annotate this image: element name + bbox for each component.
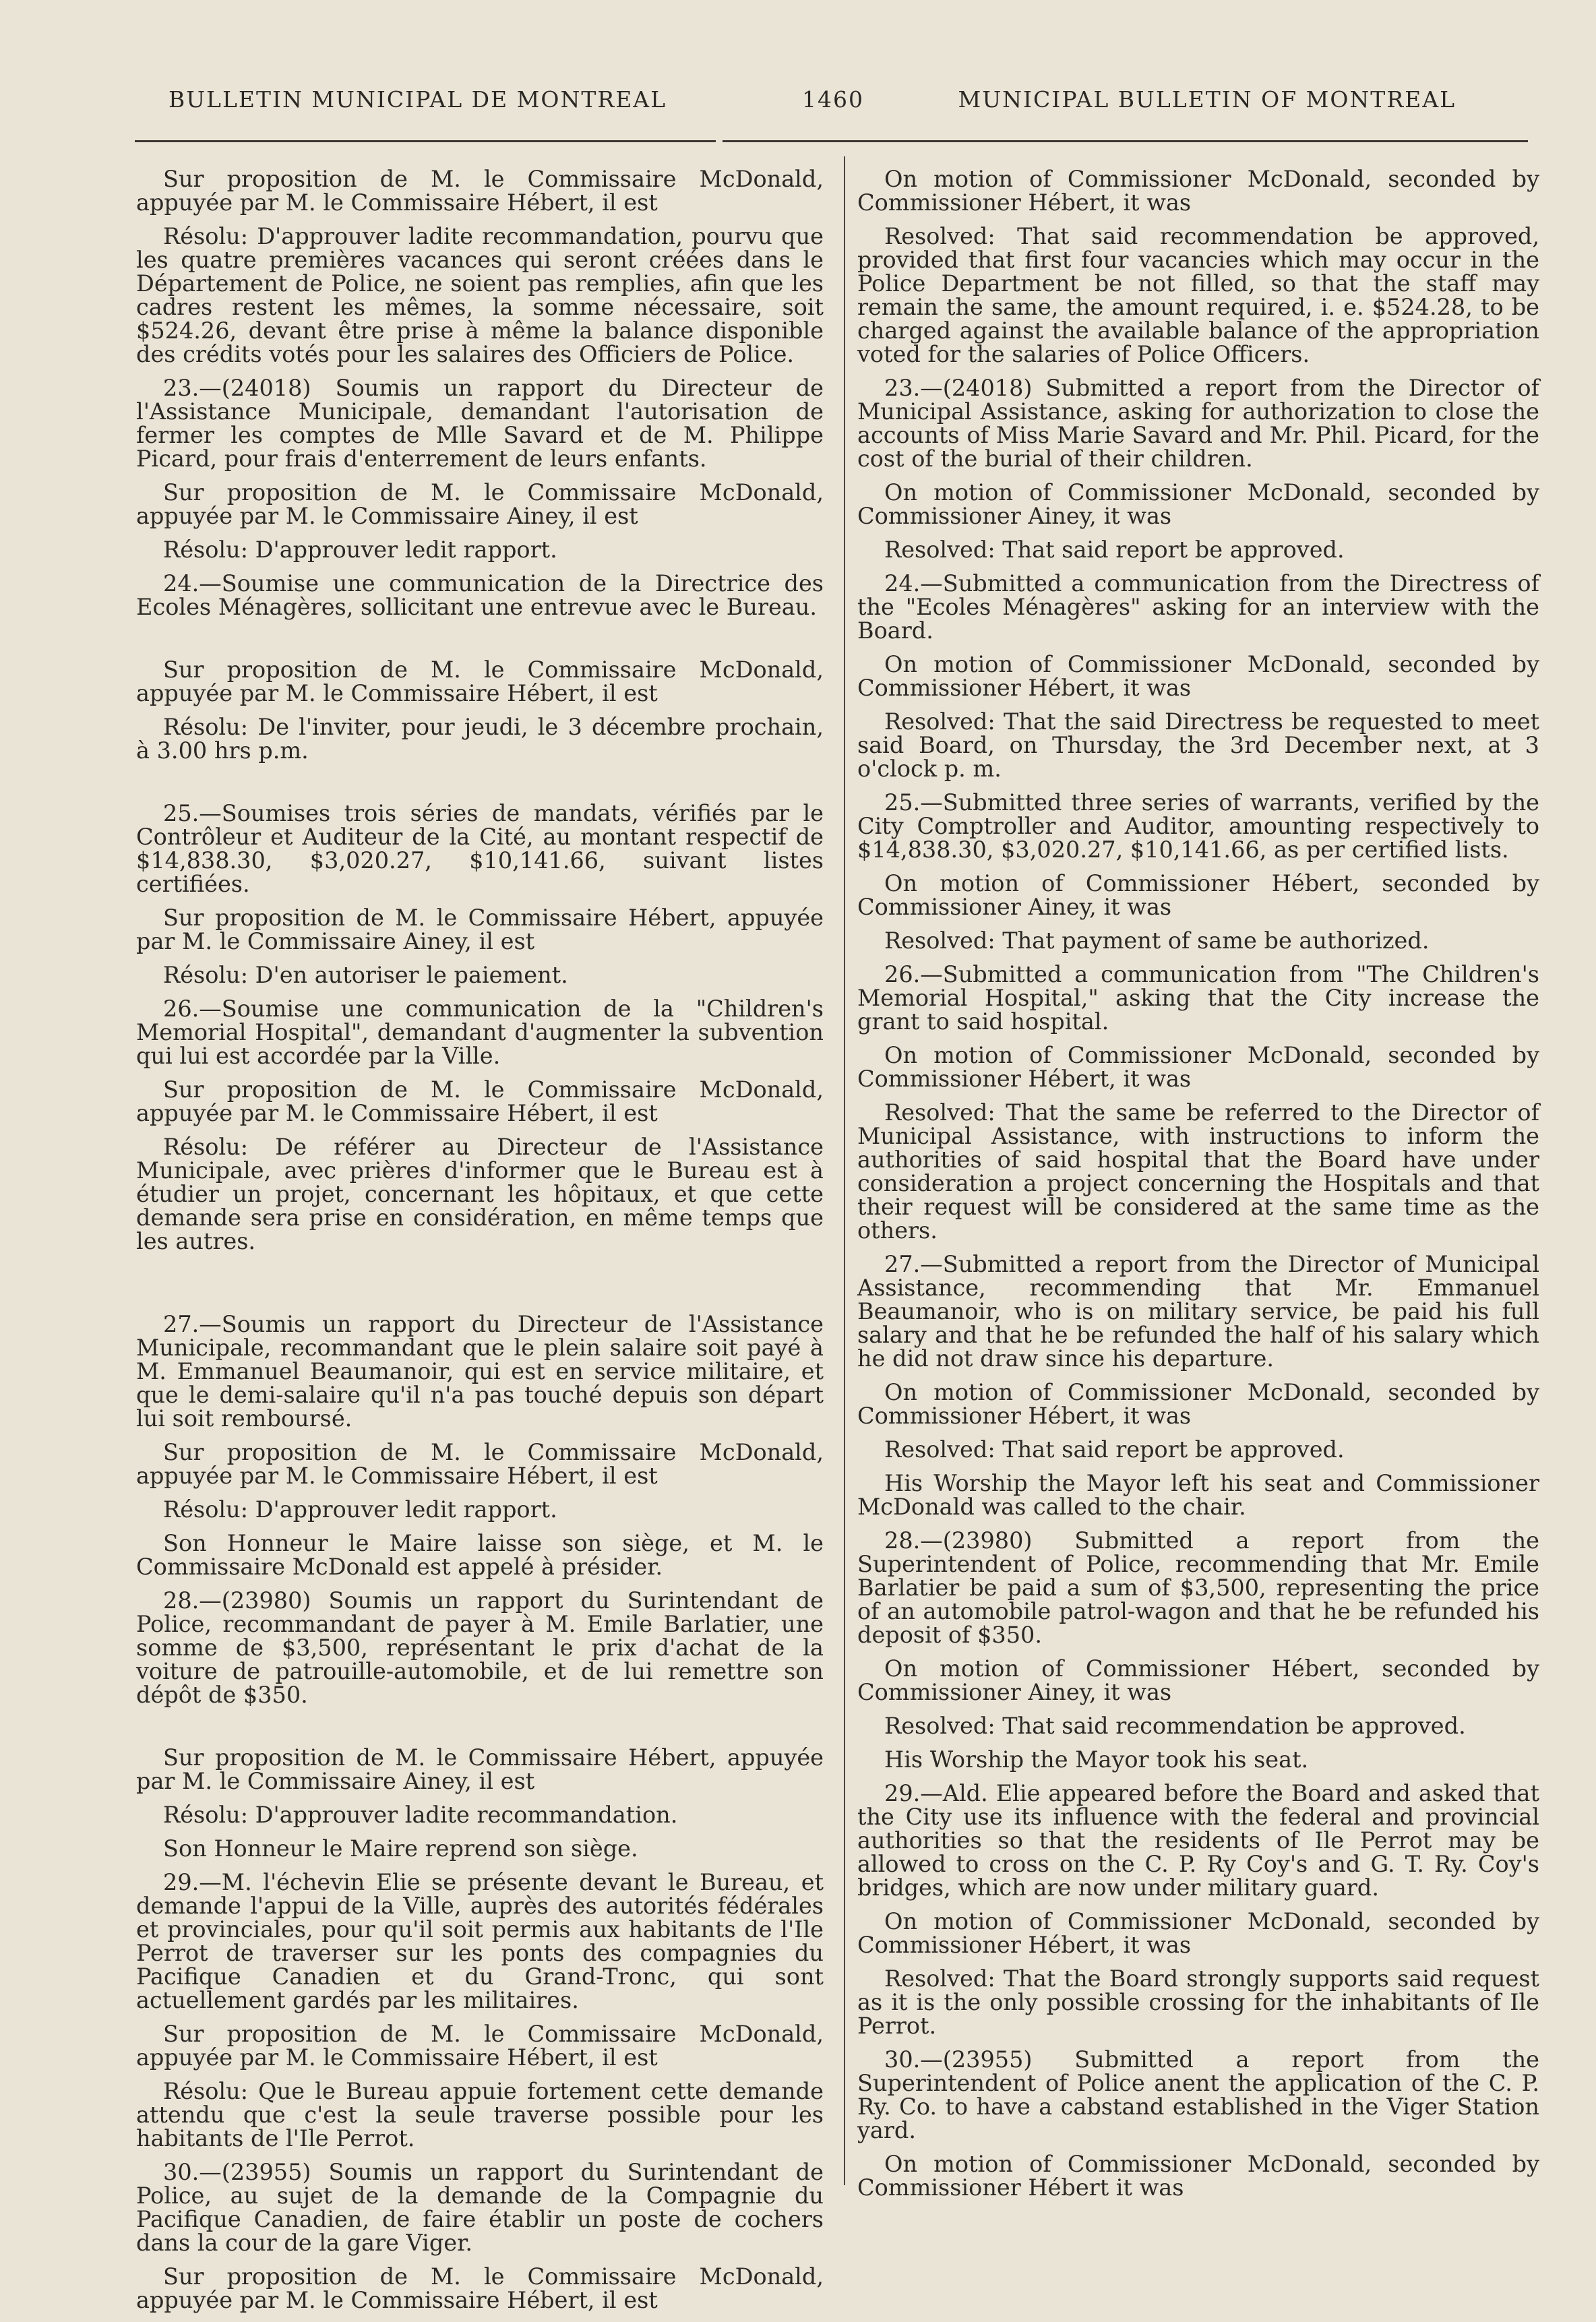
paragraph: Résolu: D'approuver ladite recommandation. [163, 1802, 678, 1828]
column-divider [844, 156, 845, 2185]
paragraph: 30.—(23955) Submitted a report from the Superintendent of Police anent the application of the C. P. Ry. Co. to have a cabstand established in the Viger Station yard. [857, 2046, 1539, 2143]
paragraph: Sur proposition de M. le Commissaire McDonald, appuyée par M. le Commissaire Hébert, il est [136, 166, 824, 216]
paragraph: 26.—Soumise une communication de la "Children's Memorial Hospital", demandant d'augmenter la subvention qui lui est accordée par la Ville. [136, 996, 824, 1069]
paragraph: Resolved: That said report be approved. [884, 537, 1345, 563]
paragraph: Resolved: That the said Directress be requested to meet said Board, on Thursday, the 3rd December next, at 3 o'clock p. m. [857, 708, 1539, 782]
header-right-title: MUNICIPAL BULLETIN OF MONTREAL [958, 86, 1456, 113]
paragraph: 30.—(23955) Soumis un rapport du Surintendant de Police, au sujet de la demande de la Compagnie du Pacifique Canadien, de faire établir un poste de cochers dans la cour de la gare Viger. [136, 2159, 824, 2256]
paragraph: 29.—Ald. Elie appeared before the Board and asked that the City use its influence with the federal and provincial authorities so that the residents of Ile Perrot may be allowed to cross on the C. P. Ry Coy's and G. T. Ry. Coy's bridges, which are now under military guard. [857, 1780, 1539, 1901]
paragraph: 29.—M. l'échevin Elie se présente devant le Bureau, et demande l'appui de la Ville, auprès des autorités fédérales et provinciales, pour qu'il soit permis aux habitants de l'Ile Perrot de traverser sur les ponts des compagnies du Pacifique Canadien et du Grand-Tronc, qui sont actuellement gardés par les militaires. [136, 1869, 824, 2013]
page-header [135, 86, 1456, 120]
paragraph: On motion of Commissioner McDonald, seconded by Commissioner Hébert, it was [857, 1042, 1539, 1092]
paragraph: On motion of Commissioner McDonald, seconded by Commissioner Hébert it was [857, 2151, 1539, 2201]
paragraph: Sur proposition de M. le Commissaire McDonald, appuyée par M. le Commissaire Hébert, il est [136, 1439, 824, 1489]
paragraph: His Worship the Mayor left his seat and Commissioner McDonald was called to the chair. [857, 1470, 1539, 1520]
paragraph: 23.—(24018) Soumis un rapport du Directeur de l'Assistance Municipale, demandant l'autorisation de fermer les comptes de Mlle Savard et de M. Philippe Picard, pour frais d'enterrement de leurs enfants. [136, 375, 824, 472]
paragraph: On motion of Commissioner McDonald, seconded by Commissioner Hébert, it was [857, 651, 1539, 701]
header-rule-right [723, 140, 1528, 142]
paragraph: 25.—Soumises trois séries de mandats, vérifiés par le Contrôleur et Auditeur de la Cité, au montant respectif de $14,838.30, $3,020.27, $10,141.66, suivant listes certifiées. [136, 800, 824, 897]
paragraph: Resolved: That said report be approved. [884, 1436, 1345, 1463]
paragraph: Resolved: That payment of same be authorized. [884, 927, 1430, 954]
paragraph: Résolu: D'approuver ledit rapport. [163, 1496, 557, 1523]
paragraph: On motion of Commissioner Hébert, seconded by Commissioner Ainey, it was [857, 870, 1539, 920]
paragraph: His Worship the Mayor took his seat. [884, 1746, 1309, 1773]
paragraph: Son Honneur le Maire reprend son siège. [163, 1835, 638, 1862]
page-number: 1460 [802, 86, 864, 113]
paragraph: 28.—(23980) Soumis un rapport du Surintendant de Police, recommandant de payer à M. Emile Barlatier, une somme de $3,500, représentant le prix d'achat de la voiture de patrouille-automobile, et de lui remettre son dépôt de $350. [136, 1587, 824, 1708]
paragraph: 26.—Submitted a communication from "The Children's Memorial Hospital," asking that the City increase the grant to said hospital. [857, 961, 1539, 1035]
paragraph: On motion of Commissioner McDonald, seconded by Commissioner Ainey, it was [857, 479, 1539, 529]
header-rule-left [135, 140, 716, 142]
paragraph: Résolu: D'approuver ledit rapport. [163, 537, 557, 563]
paragraph: 24.—Soumise une communication de la Directrice des Ecoles Ménagères, sollicitant une entrevue avec le Bureau. [136, 570, 824, 620]
paragraph: On motion of Commissioner McDonald, seconded by Commissioner Hébert, it was [857, 1908, 1539, 1958]
paragraph: Resolved: That said recommendation be approved, provided that first four vacancies which may occur in the Police Department be not filled, so that the staff may remain the same, the amount required, i. e. $524.28, to be charged against the available balance of the appropriation voted for the salaries of Police Officers. [857, 223, 1539, 367]
paragraph: Sur proposition de M. le Commissaire McDonald, appuyée par M. le Commissaire Hébert, il est [136, 1076, 824, 1126]
paragraph: Sur proposition de M. le Commissaire McDonald, appuyée par M. le Commissaire Hébert, il est [136, 2021, 824, 2071]
french-column [136, 167, 824, 2322]
paragraph: 24.—Submitted a communication from the Directress of the "Ecoles Ménagères" asking for an interview with the Board. [857, 570, 1539, 644]
paragraph: Sur proposition de M. le Commissaire Hébert, appuyée par M. le Commissaire Ainey, il est [136, 905, 824, 954]
paragraph: Sur proposition de M. le Commissaire Hébert, appuyée par M. le Commissaire Ainey, il est [136, 1744, 824, 1794]
paragraph: Sur proposition de M. le Commissaire McDonald, appuyée par M. le Commissaire Hébert, il est [136, 656, 824, 706]
paragraph: Résolu: Que le Bureau appuie fortement cette demande attendu que c'est la seule traverse possible pour les habitants de l'Ile Perrot. [136, 2078, 824, 2151]
paragraph: 28.—(23980) Submitted a report from the Superintendent of Police, recommending that Mr. Emile Barlatier be paid a sum of $3,500, representing the price of an automobile patrol-wagon and that he be refunded his deposit of $350. [857, 1527, 1539, 1648]
paragraph: Résolu: D'approuver ladite recommandation, pourvu que les quatre premières vacances qui seront créées dans le Département de Police, ne soient pas remplies, afin que les cadres restent les mêmes, la somme nécessaire, soit $524.26, devant être prise à même la balance disponible des crédits votés pour les salaires des Officiers de Police. [136, 223, 824, 367]
paragraph: Resolved: That the same be referred to the Director of Municipal Assistance, with instructions to inform the authorities of said hospital that the Board have under consideration a project concerning the Hospitals and that their request will be considered at the same time as the others. [857, 1099, 1539, 1244]
paragraph: 23.—(24018) Submitted a report from the Director of Municipal Assistance, asking for authorization to close the accounts of Miss Marie Savard and Mr. Phil. Picard, for the cost of the burial of their children. [857, 375, 1539, 472]
paragraph: On motion of Commissioner McDonald, seconded by Commissioner Hébert, it was [857, 166, 1539, 216]
paragraph: Sur proposition de M. le Commissaire McDonald, appuyée par M. le Commissaire Hébert, il est [136, 2263, 824, 2313]
paragraph: On motion of Commissioner Hébert, seconded by Commissioner Ainey, it was [857, 1655, 1539, 1705]
paragraph: Sur proposition de M. le Commissaire McDonald, appuyée par M. le Commissaire Ainey, il est [136, 479, 824, 529]
paragraph: Résolu: De référer au Directeur de l'Assistance Municipale, avec prières d'informer que le Bureau est à étudier un projet, concernant les hôpitaux, et que cette demande sera prise en considération, en même temps que les autres. [136, 1134, 824, 1254]
paragraph: Resolved: That said recommendation be approved. [884, 1713, 1466, 1739]
paragraph: Son Honneur le Maire laisse son siège, et M. le Commissaire McDonald est appelé à présider. [136, 1530, 824, 1580]
paragraph: Resolved: That the Board strongly supports said request as it is the only possible crossing for the inhabitants of Ile Perrot. [857, 1965, 1539, 2039]
paragraph: 27.—Submitted a report from the Director of Municipal Assistance, recommending that Mr. Emmanuel Beaumanoir, who is on military service, be paid his full salary and that he be refunded the half of his salary which he did not draw since his departure. [857, 1251, 1539, 1372]
header-left-title: BULLETIN MUNICIPAL DE MONTREAL [168, 86, 667, 113]
paragraph: On motion of Commissioner McDonald, seconded by Commissioner Hébert, it was [857, 1379, 1539, 1429]
paragraph: Résolu: D'en autoriser le paiement. [163, 962, 568, 988]
paragraph: Résolu: De l'inviter, pour jeudi, le 3 décembre prochain, à 3.00 hrs p.m. [136, 714, 824, 764]
paragraph: 25.—Submitted three series of warrants, verified by the City Comptroller and Auditor, amounting respectively to $14,838.30, $3,020.27, $10,141.66, as per certified lists. [857, 789, 1539, 863]
paragraph: 27.—Soumis un rapport du Directeur de l'Assistance Municipale, recommandant que le plein salaire soit payé à M. Emmanuel Beaumanoir, qui est en service militaire, et que le demi-salaire qu'il n'a pas touché depuis son départ lui soit remboursé. [136, 1311, 824, 1432]
english-column [857, 167, 1539, 2209]
